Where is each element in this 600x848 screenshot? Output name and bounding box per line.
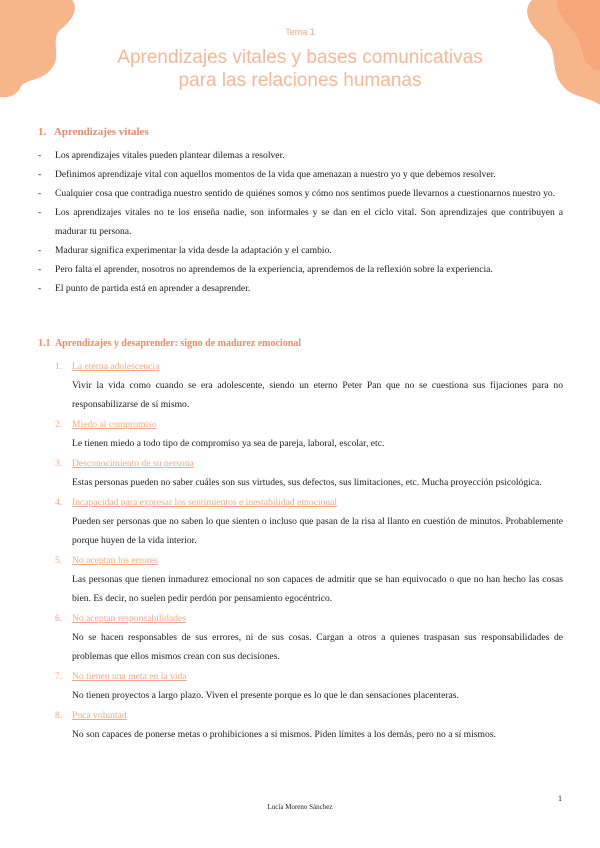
author-footer: Lucía Moreno Sánchez	[267, 803, 333, 811]
item-body: Pueden ser personas que no saben lo que sienten o incluso que pasan de la risa al llanto en cuestión de minutos. Probablemente porque huyen de la vida interior.	[72, 516, 563, 546]
item-body: No tienen proyectos a largo plazo. Viven el presente porque es lo que le dan sensaciones placenteras.	[72, 690, 459, 701]
item-title: Poca voluntad	[72, 710, 127, 721]
section-heading-1: 1. Aprendizajes vitales	[38, 126, 149, 138]
item-number: 2.	[55, 419, 63, 430]
item-number: 1.	[55, 361, 63, 372]
item-body: Las personas que tienen inmadurez emocional no son capaces de admitir que se han equivocado o que no han hecho las cosas bien. Es decir, no suelen pedir perdón por pensamiento egocéntrico.	[72, 574, 563, 604]
item-body: No son capaces de ponerse metas o prohibiciones a sí mismos. Piden límites a los demás, pero no a sí mismos.	[72, 729, 496, 740]
item-title: No tienen una meta en la vida	[72, 671, 187, 682]
bullet-item: - Cualquier cosa que contradiga nuestro sentido de quiénes somos y cómo nos sentimos puede llevarnos a cuestionarnos nuestro yo.	[38, 184, 563, 203]
item-body: Le tienen miedo a todo tipo de compromiso ya sea de pareja, laboral, escolar, etc.	[72, 438, 385, 449]
bullet-item: - Madurar significa experimentar la vida desde la adaptación y el cambio.	[38, 241, 563, 260]
list-item	[55, 493, 563, 550]
section-heading-1-1: 1.1 Aprendizajes y desaprender: signo de madurez emocional	[38, 338, 302, 349]
list-item	[55, 706, 563, 744]
item-number: 6.	[55, 613, 63, 624]
list-item	[55, 454, 563, 492]
page-title	[60, 46, 540, 92]
list-item	[55, 609, 563, 666]
title-line-2: para las relaciones humanas	[178, 70, 422, 91]
item-number: 3.	[55, 458, 63, 469]
title-line-1: Aprendizajes vitales y bases comunicativas	[117, 47, 483, 68]
item-number: 5.	[55, 555, 63, 566]
bullet-item: - Pero falta el aprender, nosotros no aprendemos de la experiencia, aprendemos de la reflexión sobre la experiencia.	[38, 260, 563, 279]
list-item	[55, 551, 563, 608]
page-number: 1	[558, 794, 562, 803]
bullet-item: - Los aprendizajes vitales no te los enseña nadie, son informales y se dan en el ciclo vital. Son aprendizajes que contribuyen a madurar tu persona.	[38, 203, 563, 241]
item-title: La eterna adolescencia	[72, 361, 160, 372]
item-title: No aceptan los errores	[72, 555, 159, 566]
list-item	[55, 667, 563, 705]
item-title: No aceptan responsabilidades	[72, 613, 187, 624]
list-item	[55, 415, 563, 453]
item-body: No se hacen responsables de sus errores, ni de sus cosas. Cargan a otros a quienes traspasan sus responsabilidades de problemas que ellos mismos crean con sus decisiones.	[72, 632, 563, 662]
item-title: Miedo al compromiso	[72, 419, 157, 430]
numbered-list	[55, 357, 563, 745]
bullet-item: - Los aprendizajes vitales pueden plantear dilemas a resolver.	[38, 146, 563, 165]
item-number: 8.	[55, 710, 63, 721]
item-number: 7.	[55, 671, 63, 682]
list-item	[55, 357, 563, 414]
item-title: Desconocimiento de su persona	[72, 458, 194, 469]
bullet-list	[38, 146, 563, 298]
item-body: Estas personas pueden no saber cuáles son sus virtudes, sus defectos, sus limitaciones, etc. Mucha proyección psicológica.	[72, 477, 542, 488]
item-number: 4.	[55, 497, 63, 508]
bullet-item: - Definimos aprendizaje vital con aquellos momentos de la vida que amenazan a nuestro yo y que debemos resolver.	[38, 165, 563, 184]
bullet-item: - El punto de partida está en aprender a desaprender.	[38, 279, 563, 298]
topic-label: Tema 1	[285, 27, 315, 37]
item-body: Vivir la vida como cuando se era adolescente, siendo un eterno Peter Pan que no se cuestiona sus fijaciones para no responsabilizarse de sí mismo.	[72, 380, 563, 410]
item-title: Incapacidad para expresar los sentimientos e inestabilidad emocional	[72, 497, 338, 508]
